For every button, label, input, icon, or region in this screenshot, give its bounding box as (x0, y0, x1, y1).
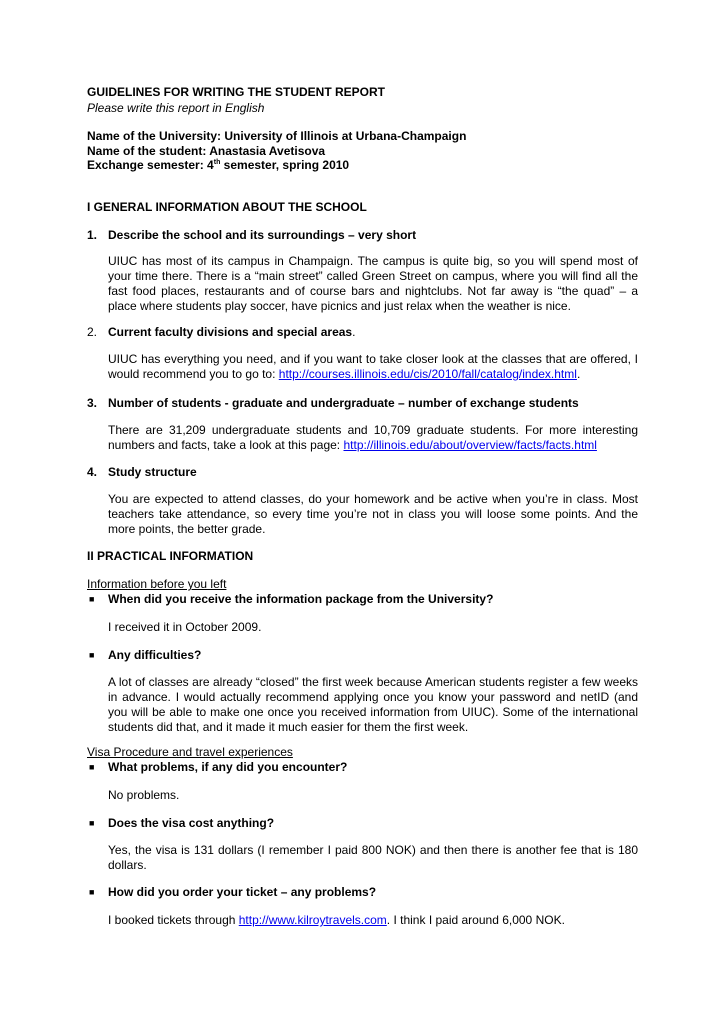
subsection-heading: Visa Procedure and travel experiences (87, 745, 293, 759)
question-heading-text: Current faculty divisions and special areas (108, 325, 353, 339)
answer-paragraph (108, 352, 638, 382)
university-name: Name of the University: University of Illinois at Urbana-Champaign (87, 129, 467, 143)
square-bullet-icon: ■ (89, 818, 95, 828)
question-number: 1. (87, 228, 98, 242)
student-name: Name of the student: Anastasia Avetisova (87, 144, 326, 158)
section-2-heading: II PRACTICAL INFORMATION (87, 549, 254, 563)
question-heading-period: . (352, 325, 356, 339)
semester-suffix: semester, spring 2010 (220, 158, 350, 172)
section-1-heading: I GENERAL INFORMATION ABOUT THE SCHOOL (87, 200, 367, 214)
exchange-semester (87, 158, 349, 172)
answer-text-end: . I think I paid around 6,000 NOK. (386, 913, 565, 927)
answer-paragraph: UIUC has most of its campus in Champaign. The campus is quite big, so you will spend most of your time there. There is a “main street” called Green Street on campus, where you will find all the fast food places, restaurants and of course bars and nightclubs. Not far away is “the quad” – a place where students play soccer, have picnics and just relax when the weather is nice. (108, 254, 638, 313)
answer-paragraph: No problems. (108, 788, 180, 802)
subsection-heading: Information before you left (87, 577, 227, 591)
document-title: GUIDELINES FOR WRITING THE STUDENT REPORT (87, 85, 386, 99)
answer-paragraph: A lot of classes are already “closed” the first week because American students register a few weeks in advance. I would actually recommend applying once you know your password and netID (and you will be able to make one once you received information from UIUC). Some of the international students did that, and it made it much easier for them the first week. (108, 675, 638, 734)
answer-paragraph: Yes, the visa is 131 dollars (I remember I paid 800 NOK) and then there is another fee that is 180 dollars. (108, 843, 638, 872)
square-bullet-icon: ■ (89, 594, 95, 604)
semester-prefix: Exchange semester: 4 (87, 158, 214, 172)
question-number: 4. (87, 465, 98, 479)
answer-paragraph: You are expected to attend classes, do your homework and be active when you’re in class. Most teachers take attendance, so every time you’re not in class you will loose some points. And the more points, the better grade. (108, 492, 638, 536)
question-heading: Describe the school and its surroundings – very short (108, 228, 417, 242)
document-subtitle: Please write this report in English (87, 101, 265, 115)
answer-paragraph (108, 423, 638, 453)
square-bullet-icon: ■ (89, 887, 95, 897)
question-heading: What problems, if any did you encounter? (108, 760, 348, 774)
question-heading: How did you order your ticket – any problems? (108, 885, 377, 899)
question-heading (108, 325, 355, 339)
question-heading: Study structure (108, 465, 197, 479)
question-number: 2. (87, 325, 98, 339)
facts-link[interactable]: http://illinois.edu/about/overview/facts/facts.html (343, 437, 597, 452)
question-heading: Any difficulties? (108, 648, 202, 662)
answer-paragraph: I received it in October 2009. (108, 620, 262, 634)
question-heading: Does the visa cost anything? (108, 816, 275, 830)
question-number: 3. (87, 396, 98, 410)
semester-superscript: th (213, 159, 221, 166)
square-bullet-icon: ■ (89, 762, 95, 772)
answer-text-end: . (576, 366, 581, 381)
answer-text: UIUC has everything you need, and if you want to take closer look at the classes that are offered, I would recommend you to go to: (108, 352, 638, 381)
answer-text: I booked tickets through (108, 913, 239, 927)
square-bullet-icon: ■ (89, 650, 95, 660)
kilroy-travels-link[interactable]: http://www.kilroytravels.com (238, 913, 387, 927)
answer-paragraph (108, 913, 638, 928)
question-heading: When did you receive the information package from the University? (108, 592, 494, 606)
question-heading: Number of students - graduate and undergraduate – number of exchange students (108, 396, 579, 410)
courses-catalog-link[interactable]: http://courses.illinois.edu/cis/2010/fall/catalog/index.html (278, 366, 577, 381)
answer-text: There are 31,209 undergraduate students and 10,709 graduate students. For more interesting numbers and facts, take a look at this page: (108, 423, 638, 452)
